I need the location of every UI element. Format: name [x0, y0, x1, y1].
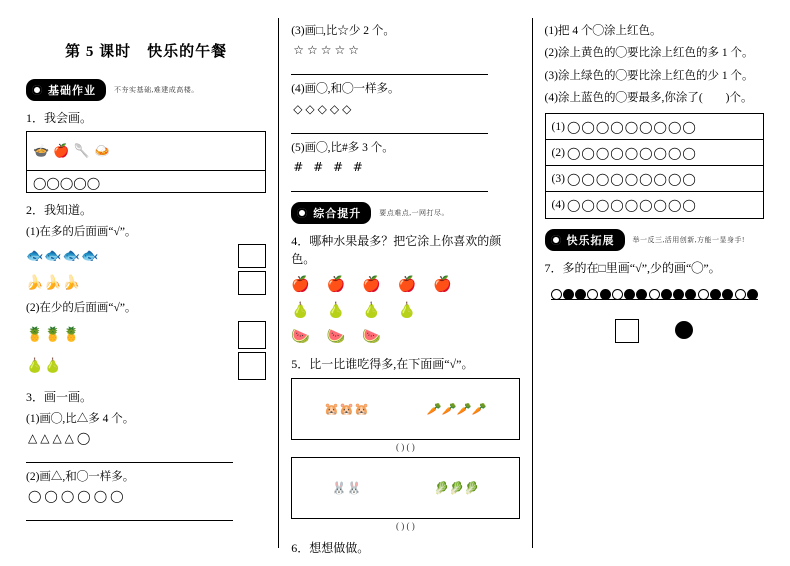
banner-sub-extension: 举一反三,活用创新,方能一显身手!	[632, 236, 745, 244]
compare-box-2-ticks[interactable]: ( ) ( )	[396, 520, 415, 531]
color-task-4: (4)涂上蓝色的◯要最多,你涂了( )个。	[544, 91, 753, 104]
section-banner-basic	[26, 79, 266, 101]
column-right	[533, 18, 776, 548]
question-3d-glyphs: ◇◇◇◇◇	[293, 101, 355, 116]
coloring-row-1[interactable]	[546, 114, 763, 140]
question-3d: (4)画◯,和◯一样多。	[291, 83, 400, 96]
banner-label-extension: 快乐拓展	[545, 229, 625, 251]
compare-box-1	[291, 378, 519, 440]
banner-sub-advanced: 要点难点,一网打尽。	[379, 208, 449, 217]
bead-empty	[735, 289, 746, 300]
answer-line-3d[interactable]	[291, 120, 487, 134]
coloring-row-4-label: (4)	[551, 199, 565, 211]
bead-filled	[563, 289, 574, 300]
page-title: 第 5 课时 快乐的午餐	[65, 44, 228, 60]
fruit-row-apples[interactable]: 🍎 🍎 🍎 🍎 🍎	[291, 274, 458, 293]
bead-filled	[673, 289, 684, 300]
compare-2-right: 🥬🥬🥬	[434, 480, 480, 495]
fish-row: 🐟🐟🐟🐟	[26, 248, 100, 265]
fruit-row-melons[interactable]: 🍉 🍉 🍉	[291, 327, 387, 346]
question-2a-row-1	[26, 244, 266, 268]
column-left	[14, 18, 279, 548]
coloring-row-3-label: (3)	[551, 172, 565, 185]
section-banner-extension	[545, 229, 764, 251]
bead-string	[545, 287, 764, 313]
question-2a-row-2	[26, 271, 266, 295]
question-7: 7．多的在□里画“√”,少的画“◯”。	[544, 261, 721, 275]
coloring-row-1-circles[interactable]: ◯◯◯◯◯◯◯◯◯	[566, 119, 697, 134]
compare-box-1-ticks[interactable]: ( ) ( )	[396, 441, 415, 452]
pear-row: 🍐🍐	[26, 357, 63, 374]
bead-row	[551, 289, 758, 300]
color-task-3: (3)涂上绿色的◯要比涂上红色的少 1 个。	[544, 69, 754, 82]
three-column-layout	[14, 18, 776, 555]
compare-1-left: 🐹🐹🐹	[324, 401, 369, 416]
question-1-figure-box	[26, 131, 266, 193]
coloring-grid	[545, 113, 764, 219]
question-3a-glyphs: △△△△◯	[28, 430, 94, 445]
compare-2-left: 🐰🐰	[331, 480, 362, 495]
fruit-row-pears[interactable]: 🍐 🍐 🍐 🍐	[291, 301, 423, 319]
coloring-row-3-circles[interactable]: ◯◯◯◯◯◯◯◯◯	[566, 171, 697, 186]
checkbox-2a-1[interactable]	[238, 244, 266, 268]
question-3c-glyphs: ☆☆☆☆☆	[293, 43, 362, 58]
answer-line-3c[interactable]	[291, 61, 487, 75]
question-5: 5．比一比谁吃得多,在下面画“√”。	[291, 356, 474, 371]
question-3: 3．画一画。	[26, 389, 93, 404]
coloring-row-1-label: (1)	[551, 120, 565, 133]
banner-label-basic: 基础作业	[26, 79, 106, 101]
bead-empty	[612, 289, 623, 300]
bead-filled	[710, 289, 721, 300]
pineapple-row: 🍍🍍🍍	[26, 326, 82, 343]
bead-filled	[685, 289, 696, 300]
compare-1-right: 🥕🥕🥕🥕	[426, 401, 487, 416]
bead-filled	[600, 289, 611, 300]
question-4: 4．哪种水果最多？把它涂上你喜欢的颜色。	[291, 233, 502, 266]
banner-sub-basic: 不夯实基础,难建成高楼。	[114, 86, 199, 94]
answer-line-3a[interactable]	[26, 449, 233, 463]
color-task-2: (2)涂上黄色的◯要比涂上红色的多 1 个。	[544, 47, 754, 60]
bead-empty	[649, 289, 660, 300]
bead-filled	[624, 289, 635, 300]
compare-box-1-inner	[295, 382, 515, 436]
bead-filled	[661, 289, 672, 300]
banana-row: 🍌🍌🍌	[26, 275, 82, 292]
section-banner-advanced	[291, 202, 519, 224]
question-2: 2．我知道。	[26, 203, 93, 217]
compare-box-2-inner	[295, 461, 515, 515]
question-3e: (5)画◯,比#多 3 个。	[291, 141, 394, 154]
question-1-answer-circles[interactable]: ◯◯◯◯◯	[33, 176, 101, 190]
coloring-row-4-circles[interactable]: ◯◯◯◯◯◯◯◯◯	[566, 198, 697, 212]
column-middle	[279, 18, 532, 555]
answer-line-3e[interactable]	[291, 178, 487, 192]
coloring-row-2-circles[interactable]: ◯◯◯◯◯◯◯◯◯	[566, 145, 697, 160]
checkbox-2b-2[interactable]	[238, 352, 266, 380]
question-3b: (2)画△,和◯一样多。	[26, 470, 135, 483]
question-7-answer-area	[545, 319, 764, 343]
question-6: 6．想想做做。	[291, 540, 370, 555]
question-2a: (1)在多的后面画“√”。	[26, 226, 137, 238]
coloring-row-2[interactable]	[546, 140, 763, 166]
coloring-row-4[interactable]	[546, 192, 763, 218]
question-3a: (1)画◯,比△多 4 个。	[26, 412, 135, 425]
coloring-row-3[interactable]	[546, 166, 763, 192]
question-2b: (2)在少的后面画“√”。	[26, 302, 137, 315]
banner-label-advanced: 综合提升	[291, 202, 371, 224]
question-1-pictures: 🍲 🍎 🥄 🍛	[33, 143, 111, 159]
bead-filled	[636, 289, 647, 300]
color-task-1: (1)把 4 个◯涂上红色。	[544, 25, 662, 37]
question-3c: (3)画□,比☆少 2 个。	[291, 25, 395, 37]
bead-filled	[722, 289, 733, 300]
question-2b-row-1	[26, 321, 266, 349]
question-3e-glyphs: # # # #	[293, 159, 366, 174]
figure-divider	[27, 170, 265, 171]
bead-empty	[587, 289, 598, 300]
answer-circle[interactable]	[675, 321, 693, 339]
bead-empty	[698, 289, 709, 300]
bead-filled	[575, 289, 586, 300]
coloring-row-2-label: (2)	[551, 146, 565, 159]
question-1: 1．我会画。	[26, 111, 93, 125]
compare-box-2	[291, 457, 519, 519]
question-3b-glyphs: ◯◯◯◯◯◯	[28, 489, 127, 503]
bead-filled	[747, 289, 758, 300]
answer-line-3b[interactable]	[26, 507, 233, 521]
answer-square[interactable]	[615, 319, 639, 343]
question-2b-row-2	[26, 352, 266, 380]
bead-empty	[551, 289, 562, 300]
checkbox-2b-1[interactable]	[238, 321, 266, 349]
checkbox-2a-2[interactable]	[238, 271, 266, 295]
